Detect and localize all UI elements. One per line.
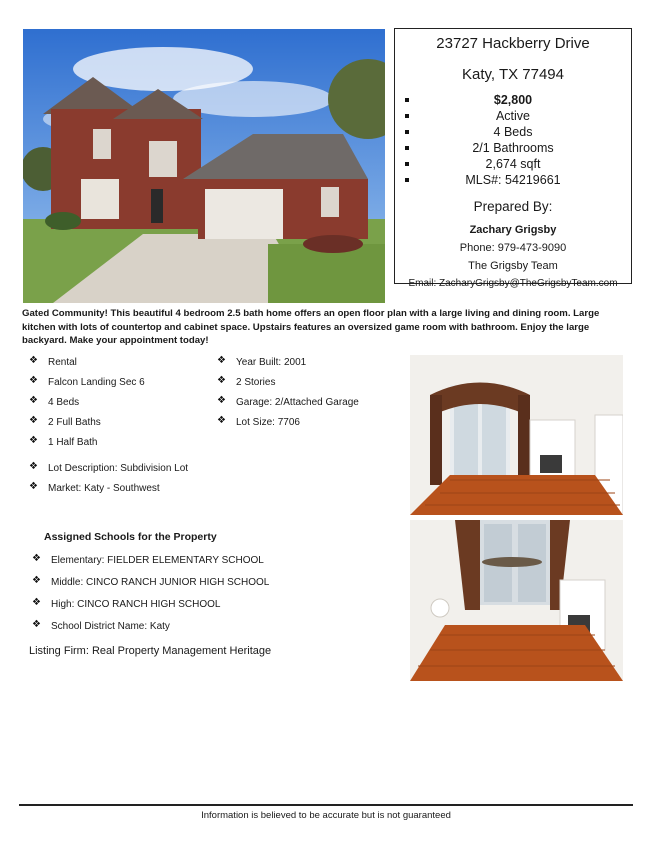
- schools-title: Assigned Schools for the Property: [44, 531, 217, 543]
- square-bullet-icon: [405, 130, 409, 134]
- highlight-baths: 2/1 Bathrooms: [395, 140, 631, 156]
- school-item: ❖Elementary: FIELDER ELEMENTARY SCHOOL: [32, 554, 264, 567]
- property-description: Gated Community! This beautiful 4 bedroom 2.5 bath home offers an open floor plan with a large living and dining room. Large kitchen with lots of countertop and cabinet space. Upstairs features an oversized game room with bathroom. Enjoy the large backyard. Make your appointment today!: [22, 308, 600, 346]
- square-bullet-icon: [405, 114, 409, 118]
- feature-item: ❖4 Beds: [29, 396, 79, 409]
- feature-item: ❖Year Built: 2001: [217, 356, 306, 369]
- diamond-bullet-icon: [29, 356, 39, 366]
- property-info-box: [394, 28, 632, 289]
- agent-email: Email: ZacharyGrigsby@TheGrigsbyTeam.com: [408, 278, 618, 289]
- school-item: ❖School District Name: Katy: [32, 620, 170, 633]
- diamond-bullet-icon: [29, 482, 39, 492]
- diamond-bullet-icon: [29, 416, 39, 426]
- diamond-bullet-icon: [32, 554, 42, 564]
- diamond-bullet-icon: [217, 396, 227, 406]
- highlight-price: $2,800: [395, 92, 631, 108]
- feature-item: ❖Rental: [29, 356, 77, 369]
- highlights-list: [395, 92, 631, 188]
- diamond-bullet-icon: [217, 416, 227, 426]
- diamond-bullet-icon: [32, 620, 42, 630]
- property-city: Katy, TX 77494: [461, 66, 564, 83]
- feature-item: ❖Garage: 2/Attached Garage: [217, 396, 359, 409]
- feature-item: ❖2 Full Baths: [29, 416, 101, 429]
- prepared-by-label: Prepared By:: [473, 199, 553, 214]
- diamond-bullet-icon: [29, 376, 39, 386]
- footer-disclaimer: Information is believed to be accurate but is not guaranteed: [201, 810, 451, 821]
- property-address: 23727 Hackberry Drive: [436, 35, 590, 52]
- diamond-bullet-icon: [217, 356, 227, 366]
- agent-team: The Grigsby Team: [468, 260, 558, 272]
- interior-photo-room: [410, 520, 623, 681]
- feature-item: ❖1 Half Bath: [29, 436, 97, 449]
- school-item: ❖Middle: CINCO RANCH JUNIOR HIGH SCHOOL: [32, 576, 269, 589]
- property-main-photo: [23, 29, 385, 303]
- highlight-mls: MLS#: 54219661: [395, 172, 631, 188]
- square-bullet-icon: [405, 178, 409, 182]
- feature-item: ❖Lot Description: Subdivision Lot: [29, 462, 188, 475]
- square-bullet-icon: [405, 146, 409, 150]
- highlight-sqft: 2,674 sqft: [395, 156, 631, 172]
- feature-item: ❖Falcon Landing Sec 6: [29, 376, 145, 389]
- feature-item: ❖Lot Size: 7706: [217, 416, 300, 429]
- diamond-bullet-icon: [217, 376, 227, 386]
- agent-phone: Phone: 979-473-9090: [459, 242, 567, 254]
- diamond-bullet-icon: [32, 576, 42, 586]
- square-bullet-icon: [405, 98, 409, 102]
- diamond-bullet-icon: [29, 462, 39, 472]
- diamond-bullet-icon: [29, 436, 39, 446]
- square-bullet-icon: [405, 162, 409, 166]
- diamond-bullet-icon: [32, 598, 42, 608]
- feature-item: ❖Market: Katy - Southwest: [29, 482, 160, 495]
- school-item: ❖High: CINCO RANCH HIGH SCHOOL: [32, 598, 220, 611]
- interior-photo-living: [410, 355, 623, 515]
- diamond-bullet-icon: [29, 396, 39, 406]
- footer-divider: [19, 804, 633, 806]
- highlight-beds: 4 Beds: [395, 124, 631, 140]
- feature-item: ❖2 Stories: [217, 376, 275, 389]
- listing-firm: Listing Firm: Real Property Management Heritage: [29, 645, 272, 657]
- highlight-status: Active: [395, 108, 631, 124]
- agent-name: Zachary Grigsby: [469, 224, 557, 236]
